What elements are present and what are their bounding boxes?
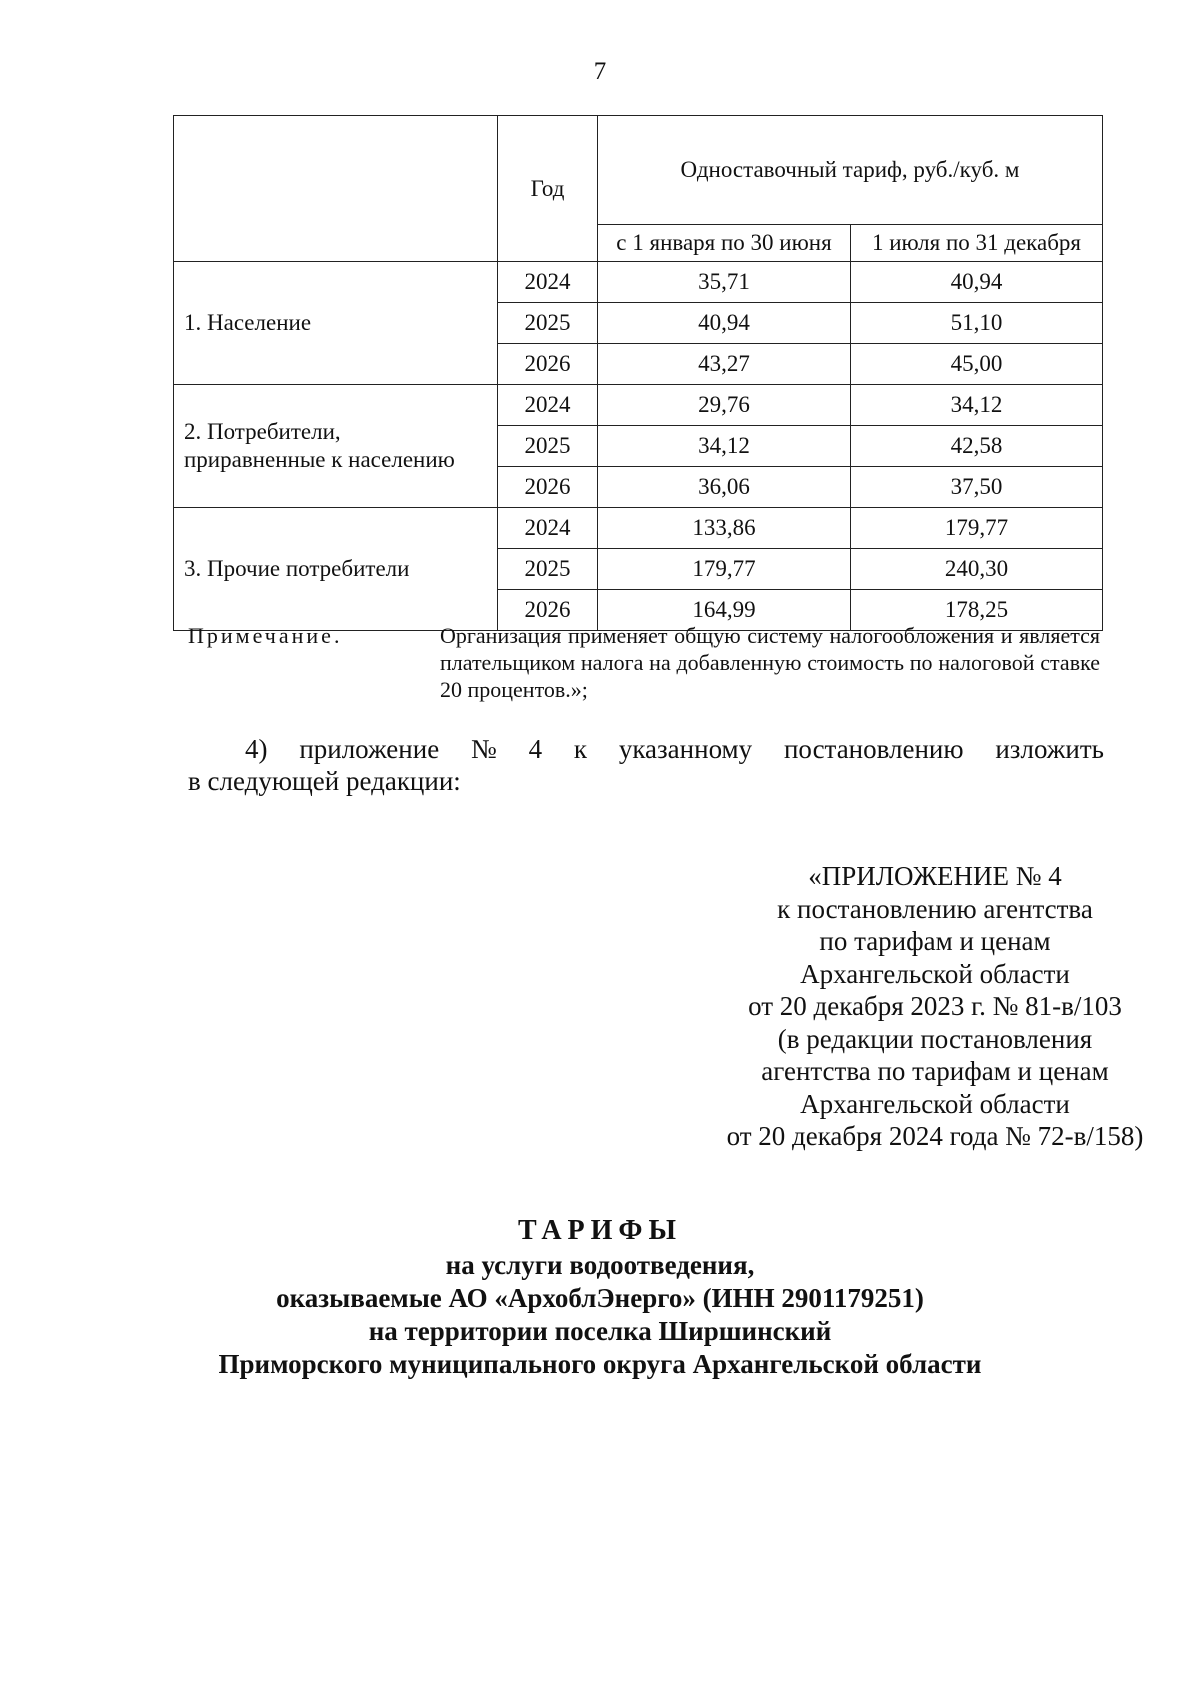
tariff-cell: 240,30 xyxy=(851,549,1103,590)
year-cell: 2024 xyxy=(498,385,598,426)
paragraph-word: к xyxy=(573,734,588,764)
paragraph-word: изложить xyxy=(995,734,1104,764)
title-line: на территории поселка Ширшинский xyxy=(368,1316,832,1346)
tariff-cell: 42,58 xyxy=(851,426,1103,467)
title-main: ТАРИФЫ xyxy=(518,1215,682,1246)
appendix-line: от 20 декабря 2024 года № 72-в/158) xyxy=(726,1121,1144,1151)
appendix-line: Архангельской области xyxy=(800,958,1070,989)
appendix-line: Архангельской области xyxy=(800,1088,1070,1119)
table-row xyxy=(174,385,1103,426)
tariff-cell: 34,12 xyxy=(851,385,1103,426)
category-cell: 1. Население xyxy=(174,262,498,385)
category-line: приравненные к населению xyxy=(184,447,455,472)
tariff-cell: 133,86 xyxy=(598,508,851,549)
header-period-2: 1 июля по 31 декабря xyxy=(851,225,1103,262)
tariff-cell: 45,00 xyxy=(851,344,1103,385)
tariff-cell: 36,06 xyxy=(598,467,851,508)
header-period-1: с 1 января по 30 июня xyxy=(598,225,851,262)
year-cell: 2024 xyxy=(498,262,598,303)
tariff-cell: 43,27 xyxy=(598,344,851,385)
paragraph-word: постановлению xyxy=(783,734,964,764)
tariff-cell: 29,76 xyxy=(598,385,851,426)
header-category-empty xyxy=(174,116,498,262)
appendix-line: от 20 декабря 2023 г. № 81-в/103 xyxy=(748,991,1122,1021)
tariff-table xyxy=(173,115,1103,631)
category-cell: 3. Прочие потребители xyxy=(174,508,498,631)
note-text: Организация применяет общую систему налогообложения и является плательщиком налога на добавленную стоимость по налоговой ставке 20 процентов.»; xyxy=(440,623,1100,702)
note-label: Примечание. xyxy=(188,623,343,648)
tariff-cell: 35,71 xyxy=(598,262,851,303)
year-cell: 2025 xyxy=(498,549,598,590)
appendix-line: «ПРИЛОЖЕНИЕ № 4 xyxy=(808,861,1062,891)
appendix-line: к постановлению агентства xyxy=(777,893,1093,924)
year-cell: 2026 xyxy=(498,590,598,631)
tariff-cell: 164,99 xyxy=(598,590,851,631)
header-year: Год xyxy=(498,116,598,262)
tariff-cell: 179,77 xyxy=(598,549,851,590)
paragraph-word: 4 xyxy=(528,734,543,764)
year-cell: 2026 xyxy=(498,467,598,508)
tariff-cell: 51,10 xyxy=(851,303,1103,344)
paragraph-word: 4) xyxy=(245,734,268,764)
appendix-line: агентства по тарифам и ценам xyxy=(761,1056,1109,1086)
year-cell: 2026 xyxy=(498,344,598,385)
tariff-cell: 178,25 xyxy=(851,590,1103,631)
tariff-cell: 40,94 xyxy=(851,262,1103,303)
appendix-header xyxy=(700,860,1170,1153)
page-number: 7 xyxy=(593,58,607,85)
paragraph-word: приложение xyxy=(299,734,440,764)
tariff-cell: 34,12 xyxy=(598,426,851,467)
paragraph-line: в следующей редакции: xyxy=(188,766,461,796)
title-line: оказываемые АО «АрхоблЭнерго» (ИНН 2901179251) xyxy=(276,1283,924,1313)
document-title xyxy=(0,1214,1200,1381)
title-line: Приморского муниципального округа Архангельской области xyxy=(218,1349,982,1379)
table-row xyxy=(174,508,1103,549)
tariff-cell: 37,50 xyxy=(851,467,1103,508)
paragraph-word: указанному xyxy=(618,734,753,764)
header-tariff: Одноставочный тариф, руб./куб. м xyxy=(598,116,1103,225)
appendix-line: по тарифам и ценам xyxy=(819,926,1051,956)
paragraph-line xyxy=(188,733,1104,765)
title-line: на услуги водоотведения, xyxy=(445,1250,755,1280)
tariff-cell: 40,94 xyxy=(598,303,851,344)
year-cell: 2024 xyxy=(498,508,598,549)
tariff-cell: 179,77 xyxy=(851,508,1103,549)
category-cell xyxy=(174,385,498,508)
category-line: 2. Потребители, xyxy=(184,419,341,445)
year-cell: 2025 xyxy=(498,426,598,467)
paragraph-word: № xyxy=(471,734,497,764)
table-row xyxy=(174,262,1103,303)
year-cell: 2025 xyxy=(498,303,598,344)
appendix-line: (в редакции постановления xyxy=(777,1023,1093,1054)
amendment-paragraph xyxy=(188,733,1104,797)
